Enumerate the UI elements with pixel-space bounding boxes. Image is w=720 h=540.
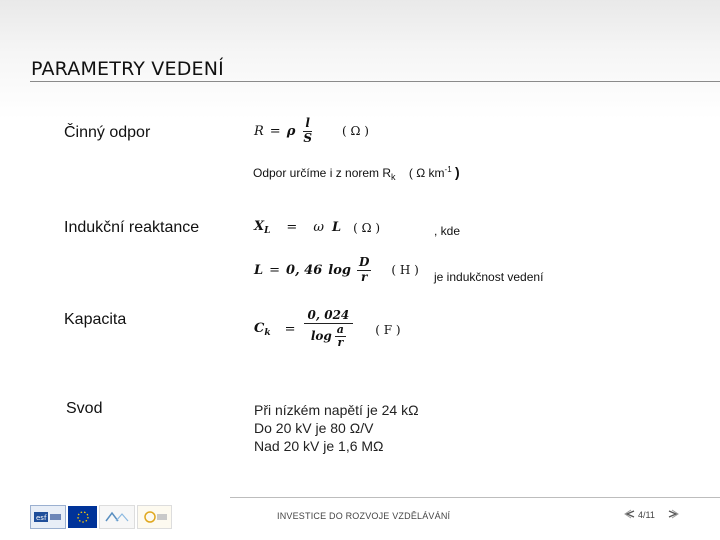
resistance-note-prefix: Odpor určíme i z norem R <box>253 166 392 180</box>
formula-resistance <box>254 117 369 146</box>
formula-resistance-rho: ρ <box>286 123 296 139</box>
formula-capacitance-eq: = <box>284 322 296 338</box>
formula-capacitance-num: 0, 024 <box>304 309 354 324</box>
resistance-note <box>253 164 460 182</box>
formula-reactance-eq: = <box>286 220 298 235</box>
page-number: 4/11 <box>638 510 655 520</box>
page-title: PARAMETRY VEDENÍ <box>31 58 224 80</box>
svod-line: Do 20 kV je 80 Ω/V <box>254 420 374 436</box>
svod-text <box>254 401 419 455</box>
formula-reactance-omega: ω <box>313 220 324 235</box>
msmt-logo-icon <box>99 505 135 529</box>
formula-reactance <box>254 219 380 236</box>
formula-capacitance-lhs: $C_k$ <box>254 321 271 339</box>
footer-text: INVESTICE DO ROZVOJE VZDĚLÁVÁNÍ <box>277 511 451 521</box>
svg-text:esf: esf <box>36 514 47 522</box>
formula-resistance-eq: = <box>269 123 281 139</box>
formula-inductance-num: D <box>358 255 370 269</box>
formula-resistance-num: l <box>305 116 310 130</box>
esf-logo-icon <box>30 505 66 529</box>
resistance-note-sup: -1 <box>444 165 452 174</box>
logo-strip <box>30 504 172 530</box>
svod-line: Nad 20 kV je 1,6 MΩ <box>254 438 384 454</box>
formula-capacitance-unit: ( F ) <box>375 322 401 337</box>
formula-inductance-eq: = <box>269 262 281 278</box>
inductance-comment: je indukčnost vedení <box>434 270 544 284</box>
page-indicator <box>624 509 679 521</box>
formula-capacitance-den: log $\frac{a}{r}$ <box>310 322 344 350</box>
label-kapacita: Kapacita <box>64 311 127 328</box>
eu-flag-icon <box>68 506 97 528</box>
label-cinny-odpor: Činný odpor <box>64 124 151 141</box>
formula-reactance-L: L <box>331 220 342 235</box>
svod-line: Při nízkém napětí je 24 kΩ <box>254 402 419 418</box>
label-svod: Svod <box>66 400 103 417</box>
formula-resistance-lhs: R <box>254 123 264 139</box>
formula-inductance-coef: 0, 46 <box>286 262 323 278</box>
formula-capacitance <box>254 309 401 350</box>
formula-inductance-lhs: L <box>254 262 264 278</box>
formula-reactance-lhs: $X_L$ <box>254 219 271 236</box>
formula-inductance-den: r <box>360 269 368 284</box>
resistance-note-unit-open: ( Ω km <box>408 166 445 180</box>
title-rule <box>30 81 720 82</box>
formula-resistance-den: S <box>303 130 313 145</box>
footer-rule <box>230 497 720 498</box>
resistance-note-unit-close: ) <box>455 164 460 180</box>
formula-resistance-fraction <box>301 117 314 146</box>
formula-resistance-unit: ( Ω ) <box>342 124 369 139</box>
prev-page-icon[interactable] <box>624 509 636 521</box>
formula-inductance-fraction <box>357 256 371 285</box>
formula-reactance-unit: ( Ω ) <box>353 220 381 235</box>
resistance-note-sub: k <box>391 172 396 182</box>
formula-capacitance-fraction <box>304 309 354 350</box>
next-page-icon[interactable] <box>667 509 679 521</box>
formula-inductance-unit: ( H ) <box>391 263 419 278</box>
formula-inductance-log: log <box>328 262 351 278</box>
label-indukcni-reaktance: Indukční reaktance <box>64 219 200 236</box>
op-vk-logo-icon <box>137 505 172 529</box>
reactance-comment: , kde <box>434 224 461 238</box>
formula-inductance <box>254 256 419 285</box>
